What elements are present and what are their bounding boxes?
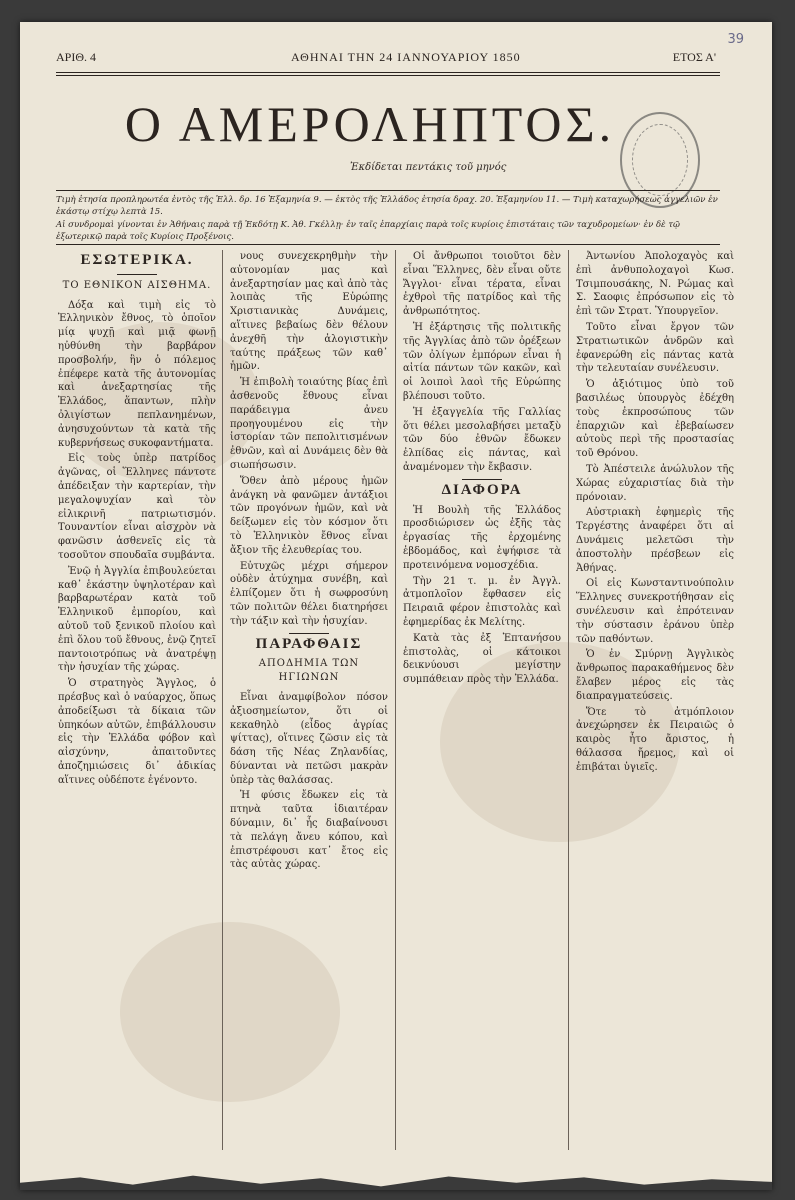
column-1 <box>58 250 216 789</box>
section-title: ΔΙΑΦΟΡΑ <box>441 481 523 498</box>
info-rule <box>56 244 720 245</box>
torn-edge <box>20 1172 772 1190</box>
year-label: ΕΤΟΣ Α' <box>672 50 716 64</box>
newspaper-title: Ο ΑΜΕΡΟΛΗΠΤΟΣ. <box>124 96 616 152</box>
article-paragraph: Ὅτε τὸ ἀτμόπλοιον ἀνεχώρησεν ἐκ Πειραιῶς ὁ καιρὸς ἦτο ἄριστος, ἡ θάλασσα ἤρεμος, καὶ οἱ ἐπιβάται ὑγιεῖς. <box>576 706 734 773</box>
section-divider <box>117 274 157 275</box>
article-paragraph: Τὸ Ἀπέστειλε ἀνώλυλον τῆς Χώρας εὐχαριστίας διὰ τὴν πρόνοιαν. <box>576 463 734 503</box>
masthead-rule <box>56 72 720 73</box>
column-2 <box>230 250 388 874</box>
dateline: ΑΘΗΝΑΙ ΤΗΝ 24 ΙΑΝΝΟΥΑΡΙΟΥ 1850 <box>291 50 521 64</box>
article-paragraph: Ὁ ἀξιότιμος ὑπὸ τοῦ βασιλέως ὑπουργὸς ἐδέχθη τοὺς ἐκπροσώπους τῶν ἐπαρχιῶν καὶ ἐβεβαίωσεν αὐτοὺς περὶ τῆς προστασίας τοῦ Θρόνου. <box>576 379 734 460</box>
article-paragraph: Ἀντωνίου Ἀπολοχαγὸς καὶ ἐπὶ ἀνθυπολοχαγοὶ Κωσ. Τσιμπουσάκης, Ν. Ρώμας καὶ Σ. Σαοφις ἐπρόσωπον εἰς τὸ ἐπὶ τῶν Στρατ. Ὑπουργεῖον. <box>576 251 734 318</box>
article-paragraph: Κατὰ τὰς ἐξ Ἑπτανήσου ἐπιστολὰς, οἱ κάτοικοι δεικνύουσι μεγίστην συμπάθειαν πρὸς τὴν Ἑλλάδα. <box>403 632 561 686</box>
article-paragraph: νους συνεχεκρηθμὴν τὴν αὐτονομίαν μας καὶ ἀνεξαρτησίαν μας καὶ ἀπὸ τὰς λοιπὰς τῆς Εὐρώπης Χριστιανικὰς Δυνάμεις, αἵτινες βεβαίως δὲν θέλουν ἀνεχθῆ τὴν ἀλογιστικὴν ταύτης πράξεως τῶν καθ᾿ ἡμῶν. <box>230 251 388 373</box>
newspaper-page <box>20 22 772 1190</box>
info-rule <box>56 190 720 191</box>
section-title: ΕΣΩΤΕΡΙΚΑ. <box>80 252 194 268</box>
column-divider <box>568 250 569 1150</box>
article-paragraph: Οἱ εἰς Κωνσταντινούπολιν Ἕλληνες συνεκροτήθησαν εἰς συνέλευσιν καὶ ἐπρότειναν τὴν σύστασιν ἐράνου ὑπὲρ τῶν παθόντων. <box>576 578 734 645</box>
column-3 <box>403 250 561 689</box>
paper-stain <box>120 922 340 1102</box>
newspaper-subtitle: Ἐκδίδεται πεντάκις τοῦ μηνός <box>350 162 507 173</box>
article-paragraph: Ἡ ἐπιβολὴ τοιαύτης βίας ἐπὶ ἀσθενοῦς ἔθνους εἶναι παράδειγμα ἀνευ προηγουμένου εἰς τὴν ἱστορίαν τῶν πεπολιτισμένων ἐθνῶν, καὶ αἱ Δυνάμεις δὲν θὰ σιωπήσωσιν. <box>230 377 388 471</box>
masthead-rule <box>56 75 720 76</box>
article-paragraph: Ὅθεν ἀπὸ μέρους ἡμῶν ἀνάγκη νὰ φανῶμεν ἀντάξιοι τῶν προγόνων ἡμῶν, καὶ νὰ δείξωμεν εἰς τὸν κόσμον ὅτι τὸ Ἑλληνικὸν ἔθνος εἶναι ἄξιον τῆς ἐλευθερίας του. <box>230 475 388 556</box>
article-paragraph: Εἶναι ἀναμφίβολον πόσον ἀξιοσημείωτον, ὅτι οἱ κεκαθηλὸ (εἶδος ἀγρίας ψίττας), οἵτινες ζῶσιν εἰς τὰ δάση τῆς Νέας Ζηλανδίας, δύνανται νὰ πετῶσι μακρὰν ὑπὲρ τὰς θαλάσσας. <box>230 691 388 786</box>
column-divider <box>395 250 396 1150</box>
subscription-info: Τιμὴ ἐτησία προπληρωτέα ἐντὸς τῆς Ἑλλ. δρ. 16 Ἑξαμηνία 9. — ἐκτὸς τῆς Ἑλλάδος ἐτησία δραχ. 20. Ἑξαμηνίου 11. — Τιμὴ καταχωρήσεως ἀγγελιῶν ἐν ἑκάστῳ στίχῳ λεπτὰ 15. <box>56 195 718 217</box>
article-paragraph: Ἡ ἐξαγγελία τῆς Γαλλίας ὅτι θέλει μεσολαβήσει μεταξὺ τῶν δύο ἐθνῶν ἔδωκεν ἐλπίδας εἰς πάντας, καὶ ἀναμένομεν τὴν ἔκβασιν. <box>403 406 561 473</box>
article-paragraph: Ὁ στρατηγὸς Ἄγγλος, ὁ πρέσβυς καὶ ὁ ναύαρχος, ὅπως ἀποδείξωσι τὰ δίκαια τῶν ὑπηκόων αὐτῶν, ἐπιβάλλουσιν εἰς τὴν Ἑλλάδα φόβον καὶ αἰσχύνην, ἀπαιτοῦντες ἀποζημιώσεις δι᾿ ἀδικίας αἵτινες οὐδέποτε ἐγένοντο. <box>58 678 216 786</box>
column-divider <box>222 250 223 1150</box>
issue-number: ΑΡΙΘ. 4 <box>56 50 97 64</box>
article-paragraph: Τὴν 21 τ. μ. ἐν Ἀγγλ. ἀτμοπλοῖον ἔφθασεν εἰς Πειραιᾶ φέρον ἐπιστολὰς καὶ ἐφημερίδας ἐκ Μελίτης. <box>403 575 561 628</box>
article-title: ΤΟ ΕΘΝΙΚΟΝ ΑΙΣΘΗΜΑ. <box>62 279 212 291</box>
article-paragraph: Δόξα καὶ τιμὴ εἰς τὸ Ἑλληνικὸν ἔθνος, τὸ ὁποῖον μίᾳ ψυχῇ καὶ μιᾷ φωνῇ ηὐθύνθη τὴν βαρβάρον προσβολήν, ἣν ὁ πόλεμος ἐπέφερε κατὰ τῆς ἀυτονομίας καὶ ἀνεξαρτησίας τῆς Ἑλλάδος, ἅπαντων, πλὴν ὀλιγίστων πεπλανημένων, ἀνησυχούντων τὰ κατὰ τῆς κυβερνήσεως συκοφαντήματα. <box>58 299 216 449</box>
article-paragraph: Αὐστριακὴ ἐφημερὶς τῆς Τεργέστης ἀναφέρει ὅτι αἱ Δυνάμεις μελετῶσι τὴν ἀποστολὴν πρέσβεων εἰς Ἀθήνας. <box>576 507 734 574</box>
subscription-info: Αἱ συνδρομαὶ γίνονται ἐν Ἀθήναις παρὰ τῇ Ἐκδότῃ Κ. Ἀθ. Γκέλλῃ· ἐν ταῖς ἐπαρχίαις παρὰ τοῖς κυρίοις ἐπιστάταις τῶν ταχυδρομείων· ἐν δὲ τῷ ἐξωτερικῷ παρὰ τοῖς Κυρίοις Προξένοις. <box>56 220 680 242</box>
article-paragraph: Τοῦτο εἶναι ἔργον τῶν Στρατιωτικῶν ἀνδρῶν καὶ ἐφανερώθη εἰς πάντας κατὰ τὴν τελευταίαν συνέλευσιν. <box>576 321 734 375</box>
article-paragraph: Ἡ ἐξάρτησις τῆς πολιτικῆς τῆς Ἀγγλίας ἀπὸ τῶν ὀρέξεων τῶν ὀλίγων ἐμπόρων εἶναι ἡ αἰτία πάντων τῶν κακῶν, καὶ οἱ λοιποὶ λαοὶ τῆς Εὐρώπης βλέπουσι τοῦτο. <box>403 321 561 402</box>
section-title: ΠΑΡΑΦΘΑΙΣ <box>255 635 363 652</box>
article-paragraph: Οἱ ἄνθρωποι τοιοῦτοι δὲν εἶναι Ἕλληνες, δὲν εἶναι οὔτε Ἄγγλοι· εἶναι τέρατα, εἶναι ἐχθροὶ τῆς πατρίδος καὶ τῆς ἀνθρωπότητος. <box>403 251 561 318</box>
article-title: ΑΠΟΔΗΜΙΑ ΤΩΝ ΗΓΙΩΝΩΝ <box>258 658 360 684</box>
article-paragraph: Ἡ φύσις ἔδωκεν εἰς τὰ πτηνὰ ταῦτα ἰδιαιτέραν δύναμιν, δι᾿ ἧς διαβαίνουσι τὰ πελάγη ἄνευ κόπου, καὶ ἐπιστρέφουσι κατ᾿ ἔτος εἰς τὰς αὐτὰς χώρας. <box>230 790 388 871</box>
section-divider <box>289 633 329 634</box>
article-paragraph: Εὐτυχῶς μέχρι σήμερον οὐδὲν ἀτύχημα συνέβη, καὶ ἐλπίζομεν ὅτι ἡ σωφροσύνη τῶν πολιτῶν θέλει διατηρήσει τὴν τάξιν καὶ τὴν ἡσυχίαν. <box>230 560 388 627</box>
article-paragraph: Ὁ ἐν Σμύρνῃ Ἀγγλικὸς ἄνθρωπος παρακαθήμενος δὲν ἔλαβεν μέρος εἰς τὰς διαπραγματεύσεις. <box>576 649 734 702</box>
handwritten-page-number: 39 <box>727 32 744 47</box>
section-divider <box>462 479 502 480</box>
article-paragraph: Εἰς τοὺς ὑπὲρ πατρίδος ἀγῶνας, οἱ Ἕλληνες πάντοτε ἀπέδειξαν τὴν καρτερίαν, τὴν μεγαλοψυχίαν καὶ τὸν εἰλικρινῆ πατριωτισμόν. Τουναντίον εἶναι αἰσχρὸν νὰ φανῶσιν ἀσθενεῖς εἰς τὰ τοσοῦτον σπουδαῖα συμβάντα. <box>58 453 216 561</box>
article-paragraph: Ἡ Βουλὴ τῆς Ἑλλάδος προσδιώρισεν ὡς ἐξῆς τὰς ἐργασίας τῆς ἐρχομένης ἑβδομάδος, καὶ ἐψήφισε τὰ προτεινόμενα νομοσχέδια. <box>403 504 561 571</box>
column-4 <box>576 250 734 776</box>
article-paragraph: Ἐνῷ ἡ Ἀγγλία ἐπιβουλεύεται καθ᾿ ἑκάστην ὑψηλοτέραν καὶ βαρβαρωτέραν κατὰ τοῦ Ἑλληνικοῦ ἐμπορίου, καὶ αὐτοῦ τοῦ ξενικοῦ πλοίου καὶ ἐπὶ ὅλου τοῦ ἔθνους, ἐνῷ ζητεῖ παντοιοτρόπως νὰ ἀνατρέψῃ τὴν ἡσυχίαν τῆς χώρας. <box>58 565 216 674</box>
